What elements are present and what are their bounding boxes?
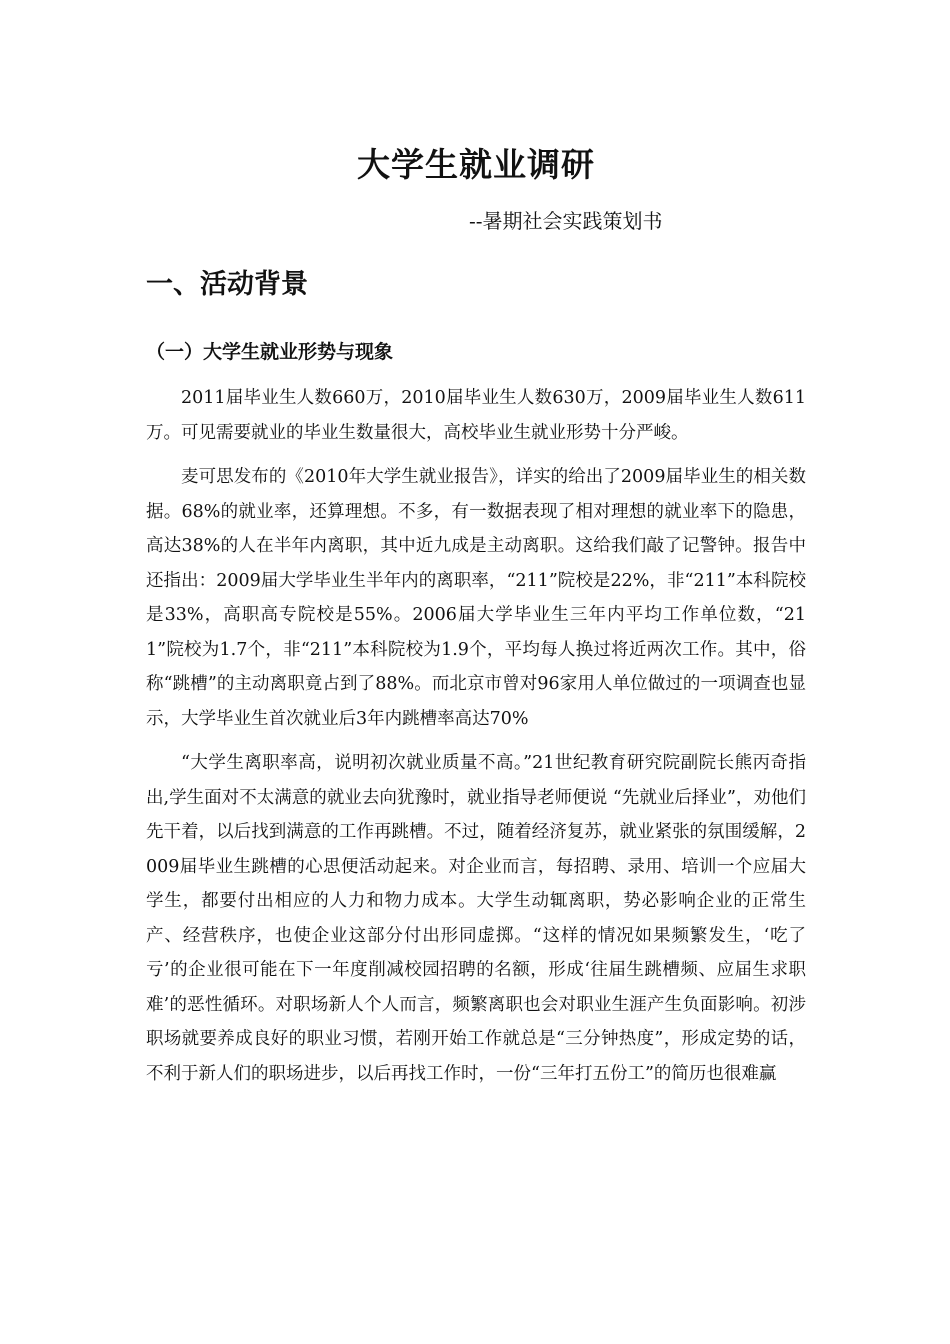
section-heading-background: 一、活动背景 <box>146 269 308 300</box>
paragraph-turnover-impact: “大学生离职率高，说明初次就业质量不高。”21世纪教育研究院副院长熊丙奇指出,学生面对不太满意的就业去向犹豫时，就业指导老师便说 “先就业后择业”，劝他们先干着，以后找到满意的工作再跳槽。不过，随着经济复苏，就业紧张的氛围缓解，2009届毕业生跳槽的心思便活动起来。对企业而言，每招聘、录用、培训一个应届大学生，都要付出相应的人力和物力成本。大学生动辄离职，势必影响企业的正常生产、经营秩序，也使企业这部分付出形同虚掷。“这样的情况如果频繁发生，‘吃了亏’的企业很可能在下一年度削减校园招聘的名额，形成‘往届生跳槽频、应届生求职难’的恶性循环。对职场新人个人而言，频繁离职也会对职业生涯产生负面影响。初涉职场就要养成良好的职业习惯，若刚开始工作就总是“三分钟热度”，形成定势的话，不利于新人们的职场进步，以后再找工作时，一份“三年打五份工”的简历也很难赢 <box>146 753 806 1084</box>
document-subtitle: --暑期社会实践策划书 <box>469 209 663 233</box>
paragraph-employment-report: 麦可思发布的《2010年大学生就业报告》，详实的给出了2009届毕业生的相关数据。68%的就业率，还算理想。不多，有一数据表现了相对理想的就业率下的隐患，高达38%的人在半年内离职，其中近九成是主动离职。这给我们敲了记警钟。报告中还指出：2009届大学毕业生半年内的离职率，“211”院校是22%，非“211”本科院校是33%，高职高专院校是55%。2006届大学毕业生三年内平均工作单位数，“211”院校为1.7个，非“211”本科院校为1.9个，平均每人换过将近两次工作。其中，俗称“跳槽”的主动离职竟占到了88%。而北京市曾对96家用人单位做过的一项调查也显示，大学毕业生首次就业后3年内跳槽率高达70% <box>146 467 806 729</box>
subsection-heading-employment-situation: （一）大学生就业形势与现象 <box>146 341 394 363</box>
document-title: 大学生就业调研 <box>357 145 595 184</box>
paragraph-graduate-numbers: 2011届毕业生人数660万，2010届毕业生人数630万，2009届毕业生人数611万。可见需要就业的毕业生数量很大，高校毕业生就业形势十分严峻。 <box>146 388 806 443</box>
